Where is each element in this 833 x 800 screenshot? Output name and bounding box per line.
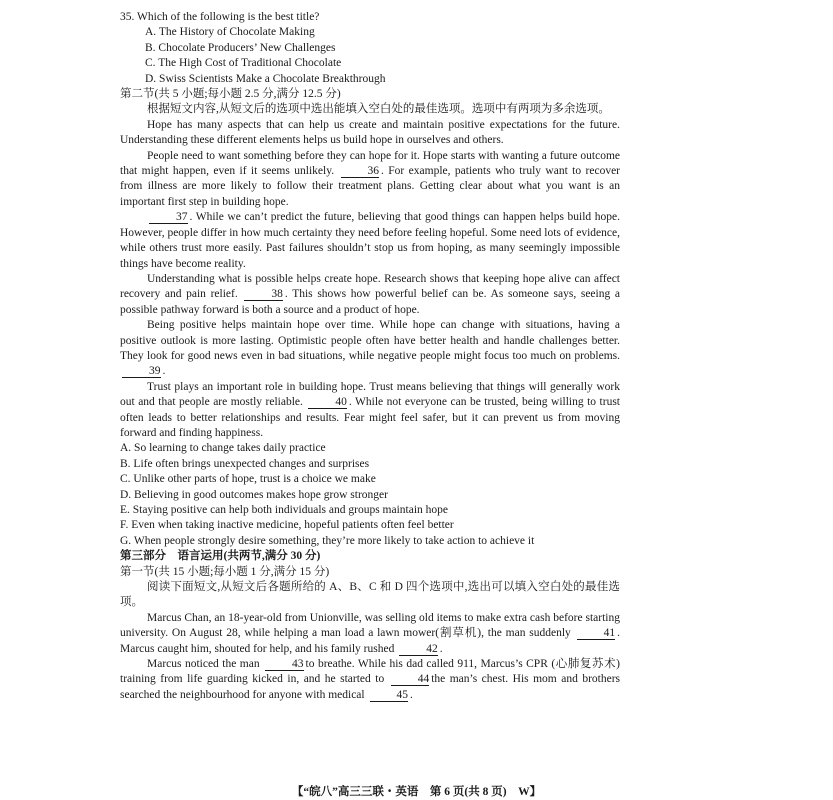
blank-38: 38 [244, 288, 283, 301]
paragraph-text: . While we can’t predict the future, believing that good things can happen helps build hope. However, people differ in how much certainty they need before feeling hopeful. Some need lots of evidence, while others trust more easily. Past failures shouldn’t stop us from hoping, as many seemingly impossible things have become reality. [120, 211, 620, 270]
paragraph-text: Marcus noticed the man [147, 658, 260, 671]
cloze-paragraph-2 [120, 657, 620, 703]
passage-paragraph-1: Hope has many aspects that can help us create and maintain positive expectations for the future. Understanding these different elements helps us build hope in ourselves and others. [120, 118, 620, 147]
question-35-option-c: C. The High Cost of Traditional Chocolate [145, 57, 342, 70]
section-2-option-a: A. So learning to change takes daily practice [120, 442, 326, 455]
question-35-stem: 35. Which of the following is the best title? [120, 11, 320, 23]
section-2-option-c: C. Unlike other parts of hope, trust is a choice we make [120, 473, 376, 486]
paragraph-text: Trust plays an important role in building hope. Trust means believing that things will generally work out and that people are mostly reliable. [120, 380, 620, 409]
paragraph-text: Marcus Chan, an 18-year-old from Unionville, was selling old items to make extra cash before starting university. On August 28, while helping a man load a lawn mower(割草机), the man suddenly [120, 611, 620, 640]
paragraph-text: . [410, 688, 413, 701]
passage-paragraph-3 [120, 210, 620, 272]
paragraph-text: Being positive helps maintain hope over time. While hope can change with situations, having a positive outlook is more lasting. Optimistic people often have better health and handle challenges better. They look for good news even in bad situations, while negative people might focus too much on problems. [120, 319, 620, 362]
paragraph-text: Understanding what is possible helps create hope. Research shows that keeping hope alive can affect recovery and pain relief. [120, 272, 620, 301]
blank-41: 41 [577, 627, 616, 640]
section-2-option-f: F. Even when taking inactive medicine, hopeful patients often feel better [120, 519, 454, 532]
section-2-option-e: E. Staying positive can help both individuals and groups maintain hope [120, 504, 449, 516]
paragraph-text: . While not everyone can be trusted, being willing to trust often leads to better relationships and results. Fear might feel safer, but it can prevent us from moving forward and finding happiness. [120, 396, 620, 439]
section-2-heading: 第二节(共 5 小题;每小题 2.5 分,满分 12.5 分) [120, 88, 341, 101]
paragraph-text: . [162, 365, 166, 378]
blank-44: 44 [391, 673, 430, 686]
passage-paragraph-5 [120, 318, 620, 380]
passage-paragraph-6 [120, 380, 620, 442]
blank-36: 36 [341, 165, 380, 178]
question-35-option-d: D. Swiss Scientists Make a Chocolate Breakthrough [145, 72, 386, 85]
question-35-option-a: A. The History of Chocolate Making [145, 26, 315, 39]
blank-40: 40 [308, 396, 347, 409]
passage-paragraph-4 [120, 272, 620, 318]
part-3-instruction: 阅读下面短文,从短文后各题所给的 A、B、C 和 D 四个选项中,选出可以填入空白处的最佳选项。 [120, 581, 620, 609]
section-2-option-d: D. Believing in good outcomes makes hope grow stronger [120, 488, 388, 501]
paragraph-text: the man’s chest. His mom and brothers searched the neighbourhood for anyone with medical [120, 673, 621, 701]
part-3-sub-heading: 第一节(共 15 小题;每小题 1 分,满分 15 分) [120, 565, 330, 578]
paragraph-text: . [439, 642, 443, 655]
blank-37: 37 [149, 211, 188, 224]
paragraph-text: People need to want something before they can hope for it. Hope starts with wanting a future outcome that might happen, even if it seems unlikely. [120, 149, 620, 178]
blank-45: 45 [370, 689, 409, 702]
page-footer: 【“皖八”高三三联・英语 第 6 页(共 8 页) W】 [291, 786, 542, 798]
question-35-option-b: B. Chocolate Producers’ New Challenges [145, 41, 336, 54]
paragraph-text: . For example, patients who truly want to recover from illness are more likely to follow their treatment plans. Getting clear about what you want is an important first step in building hope. [120, 165, 621, 208]
section-2-instruction: 根据短文内容,从短文后的选项中选出能填入空白处的最佳选项。选项中有两项为多余选项。 [147, 103, 610, 116]
blank-42: 42 [399, 643, 438, 656]
paragraph-text: . This shows how powerful belief can be. As someone says, seeing a possible pathway forward is both a source and a product of hope. [120, 288, 620, 316]
blank-39: 39 [122, 365, 161, 378]
section-2-option-b: B. Life often brings unexpected changes and surprises [120, 457, 370, 470]
paragraph-text: . Marcus caught him, shouted for help, and his family rushed [120, 627, 620, 655]
part-3-heading: 第三部分 语言运用(共两节,满分 30 分) [120, 550, 321, 563]
cloze-paragraph-1 [120, 611, 620, 657]
paragraph-text: to breathe. While his dad called 911, Marcus’s CPR (心肺复苏术) training from life guarding kicked in, and he started to [120, 658, 621, 686]
exam-page [120, 10, 620, 703]
passage-paragraph-2 [120, 149, 620, 211]
section-2-option-g: G. When people strongly desire something, they’re more likely to take action to achieve it [120, 534, 535, 547]
blank-43: 43 [265, 658, 304, 671]
